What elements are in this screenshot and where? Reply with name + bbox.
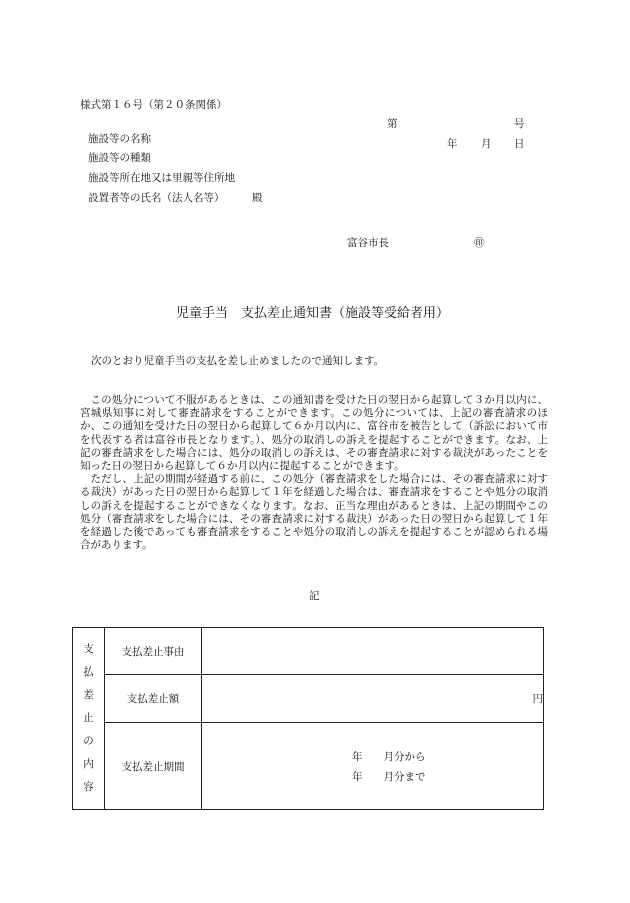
appeal-paragraph-2: ただし、上記の期間が経過する前に、この処分（審査請求をした場合には、その審査請求に対する裁決）があった日の翌日から起算して１年を経過した場合は、審査請求をすることや処分の取消しの訴えを提起することができなくなります。なお、正当な理由があるときは、上記の期間やこの処分（審査請求をした場合には、その審査請求に対する裁決）があった日の翌日から起算して１年を経過した後であっても審査請求をすることや処分の取消しの訴えを提起することが認められる場合があります。	[80, 473, 548, 552]
side-char: 差	[83, 689, 94, 701]
side-char: 払	[83, 666, 94, 678]
reason-value	[202, 628, 544, 675]
doc-number-prefix: 第	[387, 118, 398, 130]
doc-number-suffix: 号	[514, 118, 525, 130]
date-day: 日	[514, 138, 525, 150]
reason-label: 支払差止事由	[105, 628, 202, 675]
facility-name-label: 施設等の名称	[88, 133, 151, 145]
mayor-title: 富谷市長	[347, 237, 389, 249]
table-row	[73, 675, 544, 723]
table-row	[73, 628, 544, 675]
side-char: の	[83, 735, 94, 747]
side-char: 止	[83, 712, 94, 724]
side-char: 支	[83, 643, 94, 655]
appeal-instructions	[80, 394, 548, 552]
date-year: 年	[447, 138, 458, 150]
period-label: 支払差止期間	[105, 723, 202, 810]
notice-text: 次のとおり児童手当の支払を差し止めましたので通知します。	[91, 355, 385, 367]
founder-name-label: 設置者等の氏名（法人名等）	[88, 192, 225, 204]
ki-heading: 記	[309, 590, 320, 602]
table-row	[73, 723, 544, 810]
amount-label: 支払差止額	[105, 675, 202, 723]
form-number: 様式第１６号（第２０条関係）	[80, 99, 227, 111]
date-month: 月	[481, 138, 492, 150]
side-heading	[73, 628, 105, 810]
seal-mark: ㊞	[474, 237, 485, 249]
document-title: 児童手当 支払差止通知書（施設等受給者用）	[176, 306, 450, 321]
period-from: 年 月分から	[352, 751, 426, 763]
suspension-details-table	[72, 627, 544, 810]
facility-address-label: 施設等所在地又は里親等住所地	[88, 172, 235, 184]
period-value	[202, 723, 544, 810]
period-to: 年 月分まで	[352, 771, 426, 783]
facility-type-label: 施設等の種類	[88, 152, 151, 164]
amount-value	[202, 675, 544, 723]
appeal-paragraph-1: この処分について不服があるときは、この通知書を受けた日の翌日から起算して３か月以内に、宮城県知事に対して審査請求をすることができます。この処分については、上記の審査請求のほか、この通知を受けた日の翌日から起算して６か月以内に、富谷市を被告として（訴訟において市を代表する者は富谷市長となります。）、処分の取消しの訴えを提起することができます。なお、上記の審査請求をした場合には、処分の取消しの訴えは、その審査請求に対する裁決があったことを知った日の翌日から起算して６か月以内に提起することができます。	[80, 394, 548, 473]
side-char: 内	[83, 758, 94, 770]
amount-unit: 円	[532, 693, 543, 705]
side-char: 容	[83, 781, 94, 793]
honorific: 殿	[252, 192, 263, 204]
